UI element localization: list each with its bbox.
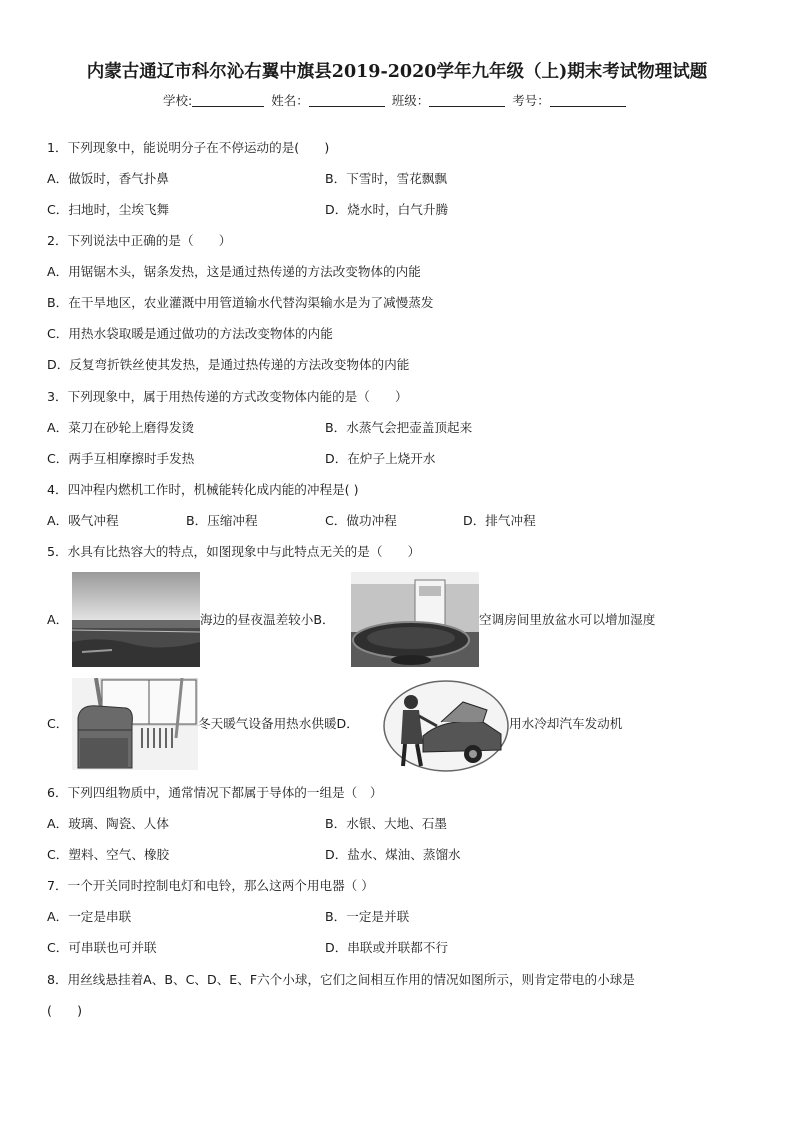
seaside-image-icon [72,572,200,667]
option[interactable]: D．反复弯折铁丝使其发热，是通过热传递的方法改变物体的内能 [47,357,410,372]
option-caption[interactable]: 冬天暖气设备用热水供暖D． [198,716,359,731]
exam-no-blank[interactable] [550,94,626,107]
option[interactable]: C．塑料、空气、橡胶 [47,847,170,862]
option[interactable]: B．压缩冲程 [186,513,258,528]
question-stem: 1．下列现象中，能说明分子在不停运动的是( ) [47,140,330,155]
option[interactable]: A．一定是串联 [47,909,132,924]
option[interactable]: D．盐水、煤油、蒸馏水 [325,847,461,862]
name-label: 姓名： [271,93,309,108]
school-blank[interactable] [192,94,264,107]
question-stem: 4．四冲程内燃机工作时，机械能转化成内能的冲程是( ) [47,482,359,497]
car-engine-image-icon [383,680,509,772]
option[interactable]: B．水银、大地、石墨 [325,816,447,831]
page-title: 内蒙古通辽市科尔沁右翼中旗县2019-2020学年九年级（上)期末考试物理试题 [86,62,708,82]
option[interactable]: B．下雪时，雪花飘飘 [325,171,447,186]
class-label: 班级： [391,93,430,108]
option-caption[interactable]: 空调房间里放盆水可以增加湿度 [479,612,656,627]
option[interactable]: A．菜刀在砂轮上磨得发烫 [47,420,195,435]
name-blank[interactable] [309,94,385,107]
option[interactable]: C．做功冲程 [325,513,397,528]
radiator-photo [72,678,198,770]
seaside-photo [72,572,200,667]
question-stem: 2．下列说法中正确的是（ ） [47,233,232,248]
question-stem: 5．水具有比热容大的特点，如图现象中与此特点无关的是（ ） [47,544,421,559]
option-letter[interactable]: A． [47,612,69,627]
question-stem-continuation: ( ) [47,1003,83,1018]
basin-image-icon [351,572,479,667]
option[interactable]: C．可串联也可并联 [47,940,157,955]
student-info-line [163,91,629,109]
question-stem: 8．用丝线悬挂着A、B、C、D、E、F六个小球，它们之间相互作用的情况如图所示，则肯定带电的小球是 [47,972,635,987]
radiator-image-icon [72,678,198,770]
option[interactable]: D．排气冲程 [463,513,536,528]
option[interactable]: D．烧水时，白气升腾 [325,202,449,217]
option-caption[interactable]: 用水冷却汽车发动机 [509,716,623,731]
option[interactable]: A．做饭时，香气扑鼻 [47,171,169,186]
option[interactable]: C．用热水袋取暖是通过做功的方法改变物体的内能 [47,326,333,341]
option-caption[interactable]: 海边的昼夜温差较小B． [200,612,335,627]
option-letter[interactable]: C． [47,716,69,731]
question-stem: 7．一个开关同时控制电灯和电铃，那么这两个用电器（ ） [47,878,374,893]
option[interactable]: B．在干旱地区，农业灌溉中用管道输水代替沟渠输水是为了减慢蒸发 [47,295,434,310]
option[interactable]: A．玻璃、陶瓷、人体 [47,816,169,831]
exam-no-label: 考号： [512,93,550,108]
option[interactable]: C．两手互相摩擦时手发热 [47,451,195,466]
car-engine-photo [383,680,509,772]
option[interactable]: B．水蒸气会把壶盖顶起来 [325,420,473,435]
school-label: 学校: [163,93,193,108]
option[interactable]: A．吸气冲程 [47,513,119,528]
option[interactable]: B．一定是并联 [325,909,410,924]
option[interactable]: D．在炉子上烧开水 [325,451,436,466]
class-blank[interactable] [429,94,505,107]
question-stem: 6．下列四组物质中，通常情况下都属于导体的一组是（ ） [47,785,383,800]
option[interactable]: A．用锯锯木头，锯条发热，这是通过热传递的方法改变物体的内能 [47,264,421,279]
question-stem: 3．下列现象中，属于用热传递的方式改变物体内能的是（ ） [47,389,408,404]
option[interactable]: C．扫地时，尘埃飞舞 [47,202,170,217]
basin-photo [351,572,479,667]
option[interactable]: D．串联或并联都不行 [325,940,449,955]
